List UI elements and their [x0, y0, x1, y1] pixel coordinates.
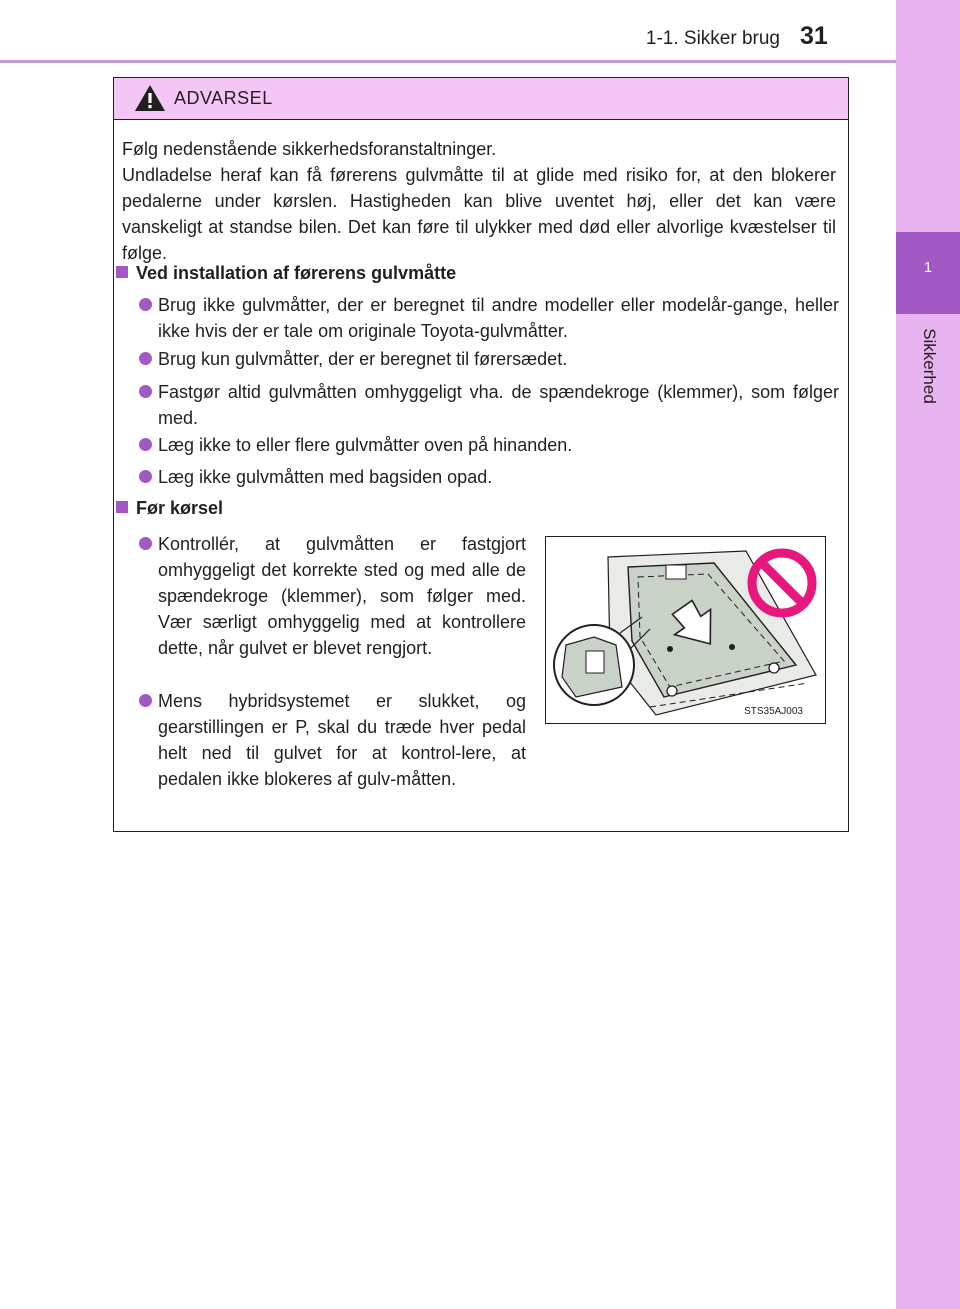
list-item	[158, 292, 839, 344]
warning-label: ADVARSEL	[174, 88, 273, 108]
section-heading-before-driving	[116, 498, 223, 519]
warning-header	[114, 78, 848, 120]
intro-line-1: Følg nedenstående sikkerhedsforanstaltninger.	[122, 139, 497, 159]
warning-triangle-icon	[134, 84, 166, 112]
section-title: 1-1. Sikker brug	[645, 28, 780, 49]
bullet-dot-icon	[139, 352, 152, 365]
figure-code: STS35AJ003	[744, 706, 803, 717]
chapter-number[interactable]: 1	[896, 232, 960, 314]
square-bullet-icon	[116, 501, 128, 513]
section-heading-text: Ved installation af førerens gulvmåtte	[136, 263, 457, 283]
list-item	[158, 688, 526, 792]
section-heading-text: Før kørsel	[136, 498, 224, 518]
bullet-dot-icon	[139, 694, 152, 707]
list-item-text: Mens hybridsystemet er slukket, og gearstillingen er P, skal du træde hver pedal helt ned til gulvet for at kontrol-lere, at pedalen ikke blokeres af gulv-måtten.	[158, 691, 526, 789]
list-item	[158, 464, 839, 490]
page-number: 31	[800, 22, 828, 50]
warning-intro	[122, 136, 836, 266]
chapter-label: Sikkerhed	[920, 328, 939, 404]
bullet-dot-icon	[139, 537, 152, 550]
bullet-dot-icon	[139, 438, 152, 451]
list-item-text: Fastgør altid gulvmåtten omhyggeligt vha. de spændekroge (klemmer), som følger med.	[158, 382, 839, 428]
list-item-text: Brug ikke gulvmåtter, der er beregnet til andre modeller eller modelår-gange, heller ikke hvis der er tale om originale Toyota-gulvmåtter.	[158, 295, 839, 341]
floor-mat-illustration	[545, 536, 826, 724]
bullet-dot-icon	[139, 385, 152, 398]
list-item	[158, 379, 839, 431]
list-item-text: Læg ikke gulvmåtten med bagsiden opad.	[158, 467, 493, 487]
bullet-dot-icon	[139, 298, 152, 311]
list-item	[158, 432, 839, 458]
section-heading-installation	[116, 263, 456, 284]
floor-mat-drawing	[546, 537, 824, 722]
header-rule	[0, 60, 896, 63]
list-item-text: Brug kun gulvmåtter, der er beregnet til førersædet.	[158, 349, 568, 369]
list-item-text: Læg ikke to eller flere gulvmåtter oven på hinanden.	[158, 435, 573, 455]
warning-box	[113, 77, 849, 832]
list-item	[158, 531, 526, 661]
intro-line-2: Undladelse heraf kan få førerens gulvmåtte til at glide med risiko for, at den blokerer pedalerne under kørslen. Hastigheden kan blive uventet høj, eller det kan være vanskeligt at standse bilen. Det kan føre til ulykker med død eller alvorlige kvæstelser til følge.	[122, 165, 836, 263]
bullet-dot-icon	[139, 470, 152, 483]
list-item-text: Kontrollér, at gulvmåtten er fastgjort omhyggeligt det korrekte sted og med alle de spændekroge (klemmer), som følger med. Vær særligt omhyggelig med at kontrollere dette, når gulvet er blevet rengjort.	[158, 534, 526, 658]
square-bullet-icon	[116, 266, 128, 278]
list-item	[158, 346, 839, 372]
side-tab	[896, 0, 960, 1309]
